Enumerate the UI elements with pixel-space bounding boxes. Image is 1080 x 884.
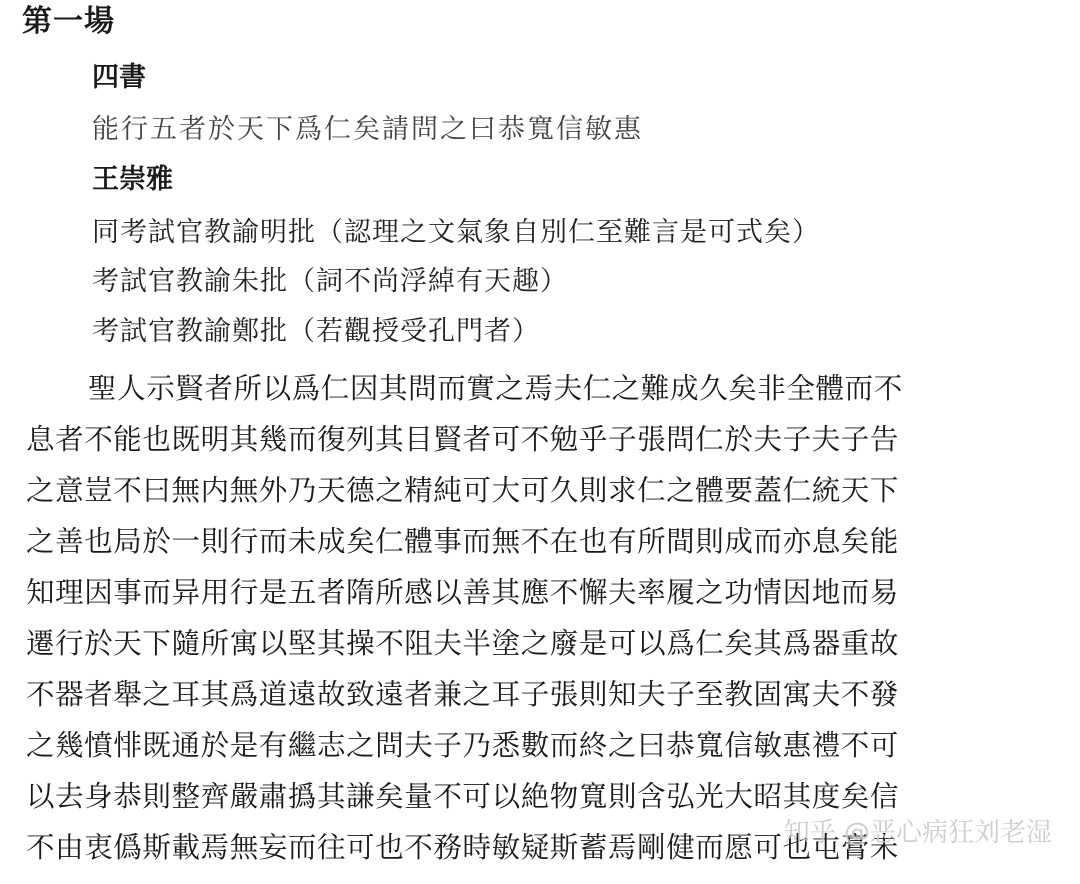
essay-line: 之善也局於一則行而未成矣仁體事而無不在也有所間則成而亦息矣能 bbox=[26, 525, 900, 558]
exam-question: 能行五者於天下爲仁矣請問之曰恭寬信敏惠 bbox=[92, 114, 643, 145]
essay-line: 之意豈不曰無内無外乃天德之精純可大可久則求仁之體要蓋仁統天下 bbox=[26, 474, 900, 507]
author-name: 王崇雅 bbox=[92, 164, 173, 195]
examiner-comment: 考試官教諭鄭批（若觀授受孔門者） bbox=[92, 316, 540, 347]
essay-line: 不由衷僞斯載焉無妄而往可也不務時敏疑斯蓄焉剛健而愿可也屯膏未 bbox=[26, 831, 900, 864]
examiner-comment: 考試官教諭朱批（詞不尚浮綽有天趣） bbox=[92, 266, 568, 297]
examiner-comment: 同考試官教諭明批（認理之文氣象自別仁至難言是可式矣） bbox=[92, 217, 820, 248]
essay-line: 知理因事而异用行是五者隋所感以善其應不懈夫率履之功情因地而易 bbox=[26, 576, 900, 609]
essay-line: 不器者舉之耳其爲道遠故致遠者兼之耳子張則知夫子至教固寓夫不發 bbox=[26, 678, 900, 711]
essay-line: 遷行於天下隨所寓以堅其操不阻夫半塗之廢是可以爲仁矣其爲器重故 bbox=[26, 627, 900, 660]
essay-line: 之幾憤悱既通於是有繼志之問夫子乃悉數而終之曰恭寬信敏惠禮不可 bbox=[26, 729, 900, 762]
section-heading: 四書 bbox=[92, 62, 146, 93]
essay-line: 以去身恭則整齊嚴肅撝其謙矣量不可以絶物寬則含弘光大昭其度矣信 bbox=[26, 780, 900, 813]
essay-line: 聖人示賢者所以爲仁因其問而實之焉夫仁之難成久矣非全體而不 bbox=[88, 372, 903, 405]
essay-line: 息者不能也既明其幾而復列其目賢者可不勉乎子張問仁於夫子夫子告 bbox=[26, 423, 900, 456]
document-title: 第一場 bbox=[22, 4, 115, 39]
watermark: 知乎 @恶心病狂刘老湿 bbox=[783, 818, 1052, 848]
